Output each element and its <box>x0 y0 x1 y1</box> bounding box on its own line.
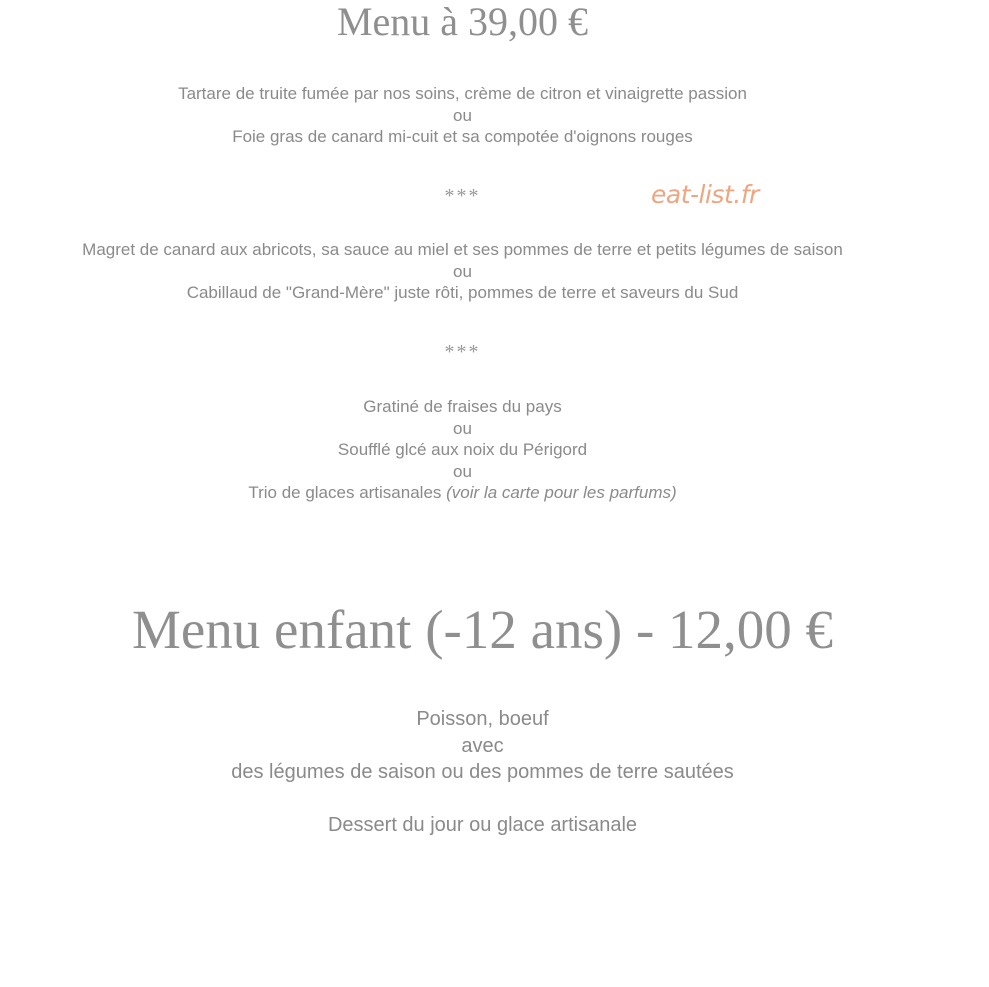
starter-option-2: Foie gras de canard mi-cuit et sa compotée d'oignons rouges <box>232 127 693 146</box>
dessert-option-3 <box>0 482 925 504</box>
course-separator: *** <box>444 341 481 363</box>
eat-list-watermark: eat-list.fr <box>651 180 759 209</box>
main-or: ou <box>453 261 472 281</box>
dessert-option-3-label: Trio de glaces artisanales <box>248 483 442 502</box>
mains-list <box>0 239 925 304</box>
dessert-or: ou <box>453 461 472 481</box>
dessert-or: ou <box>453 418 472 438</box>
starter-option-1: Tartare de truite fumée par nos soins, crème de citron et vinaigrette passion <box>178 84 747 103</box>
kids-line-1: Poisson, boeuf <box>416 708 549 730</box>
main-option-2: Cabillaud de "Grand-Mère" juste rôti, pommes de terre et saveurs du Sud <box>186 283 739 302</box>
dessert-option-2: Soufflé glcé aux noix du Périgord <box>337 440 588 459</box>
menu-39-title: Menu à 39,00 € <box>336 0 589 44</box>
starters-list <box>0 83 925 148</box>
kids-line-3: des légumes de saison ou des pommes de terre sautées <box>231 761 734 783</box>
course-separator: *** <box>444 185 481 207</box>
kids-line-2: avec <box>461 734 504 757</box>
dessert-option-3-note: (voir la carte pour les parfums) <box>446 483 677 502</box>
starter-or: ou <box>453 105 472 125</box>
dessert-option-1: Gratiné de fraises du pays <box>363 397 562 416</box>
kids-menu-items <box>0 706 965 786</box>
kids-dessert: Dessert du jour ou glace artisanale <box>327 814 638 836</box>
main-option-1: Magret de canard aux abricots, sa sauce au miel et ses pommes de terre et petits légumes de saison <box>82 240 843 259</box>
desserts-list <box>0 396 925 504</box>
kids-menu-title: Menu enfant (-12 ans) - 12,00 € <box>131 599 834 660</box>
